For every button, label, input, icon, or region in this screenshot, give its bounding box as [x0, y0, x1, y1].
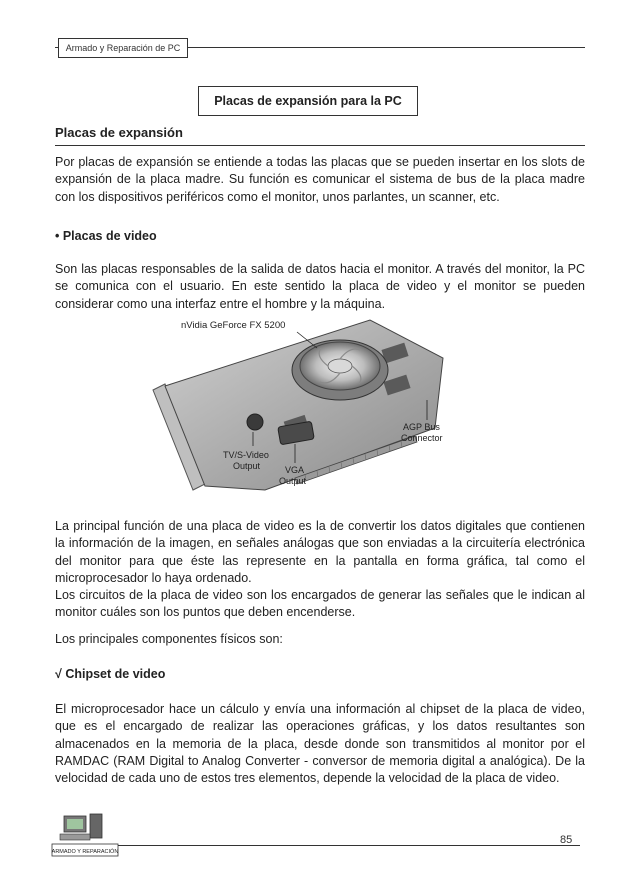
card-model-label: nVidia GeForce FX 5200 — [181, 320, 286, 331]
section-heading: Placas de expansión — [55, 125, 585, 146]
circuits-paragraph: Los circuitos de la placa de video son los encargados de generar las señales que le indican al monitor cuáles son los puntos que deben encenderse. — [55, 588, 585, 620]
page-number: 85 — [560, 834, 573, 846]
s-video-port — [247, 414, 263, 430]
components-paragraph: Los principales componentes físicos son: — [55, 632, 283, 646]
function-paragraph: La principal función de una placa de video es la de convertir los datos digitales que contienen la información de la imagen, en señales análogas que son enviadas a la circuitería electrónica del monitor para que éste las represente en la pantalla en forma gráfica, tal como el microprocesador lo haya ordenado. — [55, 519, 585, 585]
video-card-image — [145, 318, 495, 500]
agp-label: AGP Bus Connector — [401, 422, 443, 443]
footer-rule — [118, 845, 580, 846]
page-title: Placas de expansión para la PC — [198, 86, 418, 116]
chipset-paragraph: El microprocesador hace un cálculo y envía una información al chipset de la placa de video, que es el encargado de realizar las operaciones gráficas, y los datos resultantes son almacenados en la memoria de la placa, desde donde son transmitidos al monitor por el RAMDAC (RAM Digital to Analog Converter - conversor de memoria digital a analógica). De la velocidad de cada uno de estos tres elementos, depende la velocidad de la placa de video. — [55, 702, 585, 786]
tv-video-label: TV/S-Video Output — [223, 450, 269, 471]
vga-label: VGA Output — [279, 465, 307, 486]
intro-paragraph: Por placas de expansión se entiende a todas las placas que se pueden insertar en los slots de expansión de la placa madre. Su función es comunicar el sistema de bus de la placa madre con los dispositivos periféricos como el monitor, unos parlantes, un scanner, etc. — [55, 155, 585, 204]
video-cards-heading: • Placas de video — [55, 229, 157, 243]
running-header: Armado y Reparación de PC — [58, 38, 188, 58]
video-card-figure — [145, 318, 495, 500]
chipset-heading: √ Chipset de video — [55, 667, 166, 681]
logo-text: ARMADO Y REPARACIÓN — [51, 849, 119, 855]
footer-logo — [50, 812, 120, 858]
video-intro-paragraph: Son las placas responsables de la salida de datos hacia el monitor. A través del monitor, la PC se comunica con el usuario. En este sentido la placa de video y el monitor se pueden considerar como una interfaz entre el hombre y la máquina. — [55, 262, 585, 311]
